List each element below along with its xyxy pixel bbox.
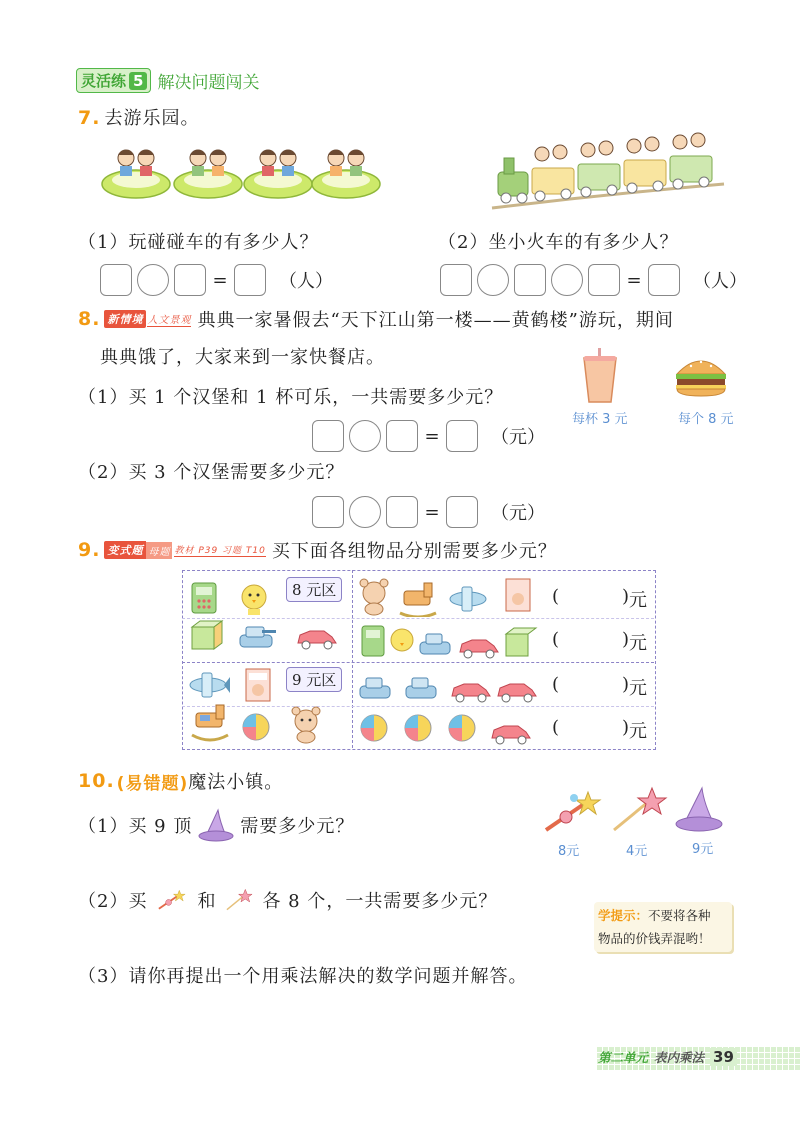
toy-plane-icon <box>190 673 230 697</box>
unit-label: （元） <box>491 503 545 524</box>
operator-circle[interactable] <box>349 420 381 452</box>
bumper-car-2 <box>174 150 242 198</box>
unit-label: （元） <box>491 427 545 448</box>
header-badge: 灵活练 5 <box>76 68 151 93</box>
wizard-hat-icon <box>198 808 234 842</box>
operator-circle[interactable] <box>137 264 169 296</box>
q8-sub1-equation <box>312 420 545 452</box>
answer-blank-row-3[interactable]: ( ) 元 <box>552 674 647 699</box>
tip-box: 学提示：不要将各种 物品的价钱弄混哟！ <box>594 902 732 952</box>
group-row-2-items <box>356 622 546 662</box>
tank-toy-icon <box>406 678 436 698</box>
q10-sub3: （3）请你再提出一个用乘法解决的数学问题并解答。 <box>78 966 528 987</box>
q7-sub1-equation <box>100 264 333 296</box>
equals-sign: = <box>626 269 642 291</box>
group-row-1-items <box>356 575 546 617</box>
group-row-3-items <box>356 666 546 706</box>
bumper-cars-illustration <box>100 140 382 202</box>
train-illustration <box>488 128 726 216</box>
block-cube-icon <box>506 628 536 656</box>
answer-box[interactable] <box>100 264 132 296</box>
wand-2-price: 4元 <box>626 844 648 859</box>
q7-title: 7. 去游乐园。 <box>78 107 200 129</box>
zone-9-items <box>186 665 346 747</box>
beach-ball-icon <box>449 715 475 741</box>
q7-sub1-text: （1）玩碰碰车的有多少人？ <box>78 232 319 253</box>
magic-wand-1-small-icon <box>155 885 189 915</box>
zone-8-items <box>186 575 346 665</box>
answer-box[interactable] <box>648 264 680 296</box>
beach-ball-icon <box>243 714 269 740</box>
bumper-car-3 <box>244 150 312 198</box>
answer-box[interactable] <box>446 496 478 528</box>
header-title: 解决问题闯关 <box>157 73 260 93</box>
q9-tag: 变式题 母题 教材 P39 习题 T10 <box>104 541 265 559</box>
q10-sub1: （1）买 9 顶 需要多少元？ <box>78 808 354 842</box>
train-engine <box>498 158 528 203</box>
toy-phone-icon <box>362 626 384 656</box>
footer <box>598 1048 737 1066</box>
answer-box[interactable] <box>514 264 546 296</box>
equals-sign: = <box>424 501 440 523</box>
operator-circle[interactable] <box>477 264 509 296</box>
operator-circle[interactable] <box>551 264 583 296</box>
toy-car-icon <box>298 631 336 649</box>
q7-sub2-equation <box>440 264 747 296</box>
toy-phone-icon <box>192 583 216 613</box>
answer-box[interactable] <box>234 264 266 296</box>
section-header <box>76 68 259 93</box>
unit-label: （人） <box>279 271 333 292</box>
q8-tag: 新情境 人文景观 <box>104 310 191 328</box>
footer-topic: 表内乘法 <box>654 1050 705 1065</box>
answer-box[interactable] <box>446 420 478 452</box>
toy-plane-icon <box>450 587 486 611</box>
answer-blank-row-4[interactable]: ( ) 元 <box>552 717 647 742</box>
chick-toy-icon <box>391 629 413 651</box>
cola-price: 每杯 3 元 <box>572 412 628 427</box>
q8-sub1-text: （1）买 1 个汉堡和 1 杯可乐，一共需要多少元？ <box>78 387 504 408</box>
cola-cup-icon <box>580 348 620 404</box>
q10-tag: (易错题) <box>116 773 189 794</box>
picture-book-icon <box>506 579 530 611</box>
train-car-1 <box>532 145 574 201</box>
answer-box[interactable] <box>386 420 418 452</box>
answer-box[interactable] <box>312 420 344 452</box>
toy-car-icon <box>460 640 498 658</box>
tank-toy-icon <box>360 678 390 698</box>
tip-label: 学提示： <box>598 908 649 923</box>
page-number: 39 <box>710 1048 737 1066</box>
q7-sub2-text: （2）坐小火车的有多少人？ <box>438 232 679 253</box>
bumper-car-4 <box>312 150 380 198</box>
train-car-4 <box>670 133 712 189</box>
equals-sign: = <box>424 425 440 447</box>
picture-book-icon <box>246 669 270 701</box>
answer-box[interactable] <box>174 264 206 296</box>
answer-box[interactable] <box>440 264 472 296</box>
q8-title: 8. 新情境 人文景观 典典一家暑假去“天下江山第一楼——黄鹤楼”游玩，期间 <box>78 308 674 331</box>
train-car-2 <box>578 141 620 197</box>
answer-box[interactable] <box>588 264 620 296</box>
wizard-hat-price-icon <box>674 784 724 834</box>
magic-wand-1-icon <box>538 788 608 836</box>
teddy-bear-icon <box>360 579 388 615</box>
answer-box[interactable] <box>386 496 418 528</box>
q9-title: 9. 变式题 母题 教材 P39 习题 T10 买下面各组物品分别需要多少元？ <box>78 539 557 562</box>
rocking-horse-icon <box>400 583 436 617</box>
footer-unit: 第二单元 <box>598 1050 649 1065</box>
beach-ball-icon <box>405 715 431 741</box>
header-badge-num: 5 <box>129 72 147 90</box>
table-divider <box>352 570 353 748</box>
train-car-3 <box>624 137 666 193</box>
beach-ball-icon <box>361 715 387 741</box>
q8-sub2-equation <box>312 496 545 528</box>
zone-8-label: 8 元区 <box>286 577 342 602</box>
tank-toy-icon <box>240 627 276 647</box>
teddy-bear-icon <box>292 707 320 743</box>
tank-toy-icon <box>420 634 450 654</box>
answer-blank-row-1[interactable]: ( ) 元 <box>552 586 647 611</box>
toy-car-icon <box>452 684 490 702</box>
hat-price: 9元 <box>692 842 714 857</box>
q8-line2: 典典饿了，大家来到一家快餐店。 <box>100 347 385 368</box>
unit-label: （人） <box>693 271 747 292</box>
rocking-horse-icon <box>192 705 228 740</box>
answer-blank-row-2[interactable]: ( ) 元 <box>552 629 647 654</box>
q8-sub2-text: （2）买 3 个汉堡需要多少元？ <box>78 462 345 483</box>
group-row-4-items <box>356 710 546 748</box>
q10-title: 10. (易错题) 魔法小镇。 <box>78 770 284 794</box>
toy-car-icon <box>498 684 536 702</box>
wand-1-price: 8元 <box>558 844 580 859</box>
toy-car-icon <box>492 726 530 744</box>
block-cube-icon <box>192 621 222 649</box>
burger-price: 每个 8 元 <box>678 412 734 427</box>
magic-wand-2-icon <box>608 784 670 836</box>
magic-wand-2-small-icon <box>224 885 254 915</box>
operator-circle[interactable] <box>349 496 381 528</box>
q10-sub2: （2）买 和 各 8 个，一共需要多少元？ <box>78 885 497 915</box>
bumper-car-1 <box>102 150 170 198</box>
equals-sign: = <box>212 269 228 291</box>
chick-toy-icon <box>242 585 266 615</box>
zone-9-label: 9 元区 <box>286 667 342 692</box>
answer-box[interactable] <box>312 496 344 528</box>
hamburger-icon <box>673 354 729 398</box>
